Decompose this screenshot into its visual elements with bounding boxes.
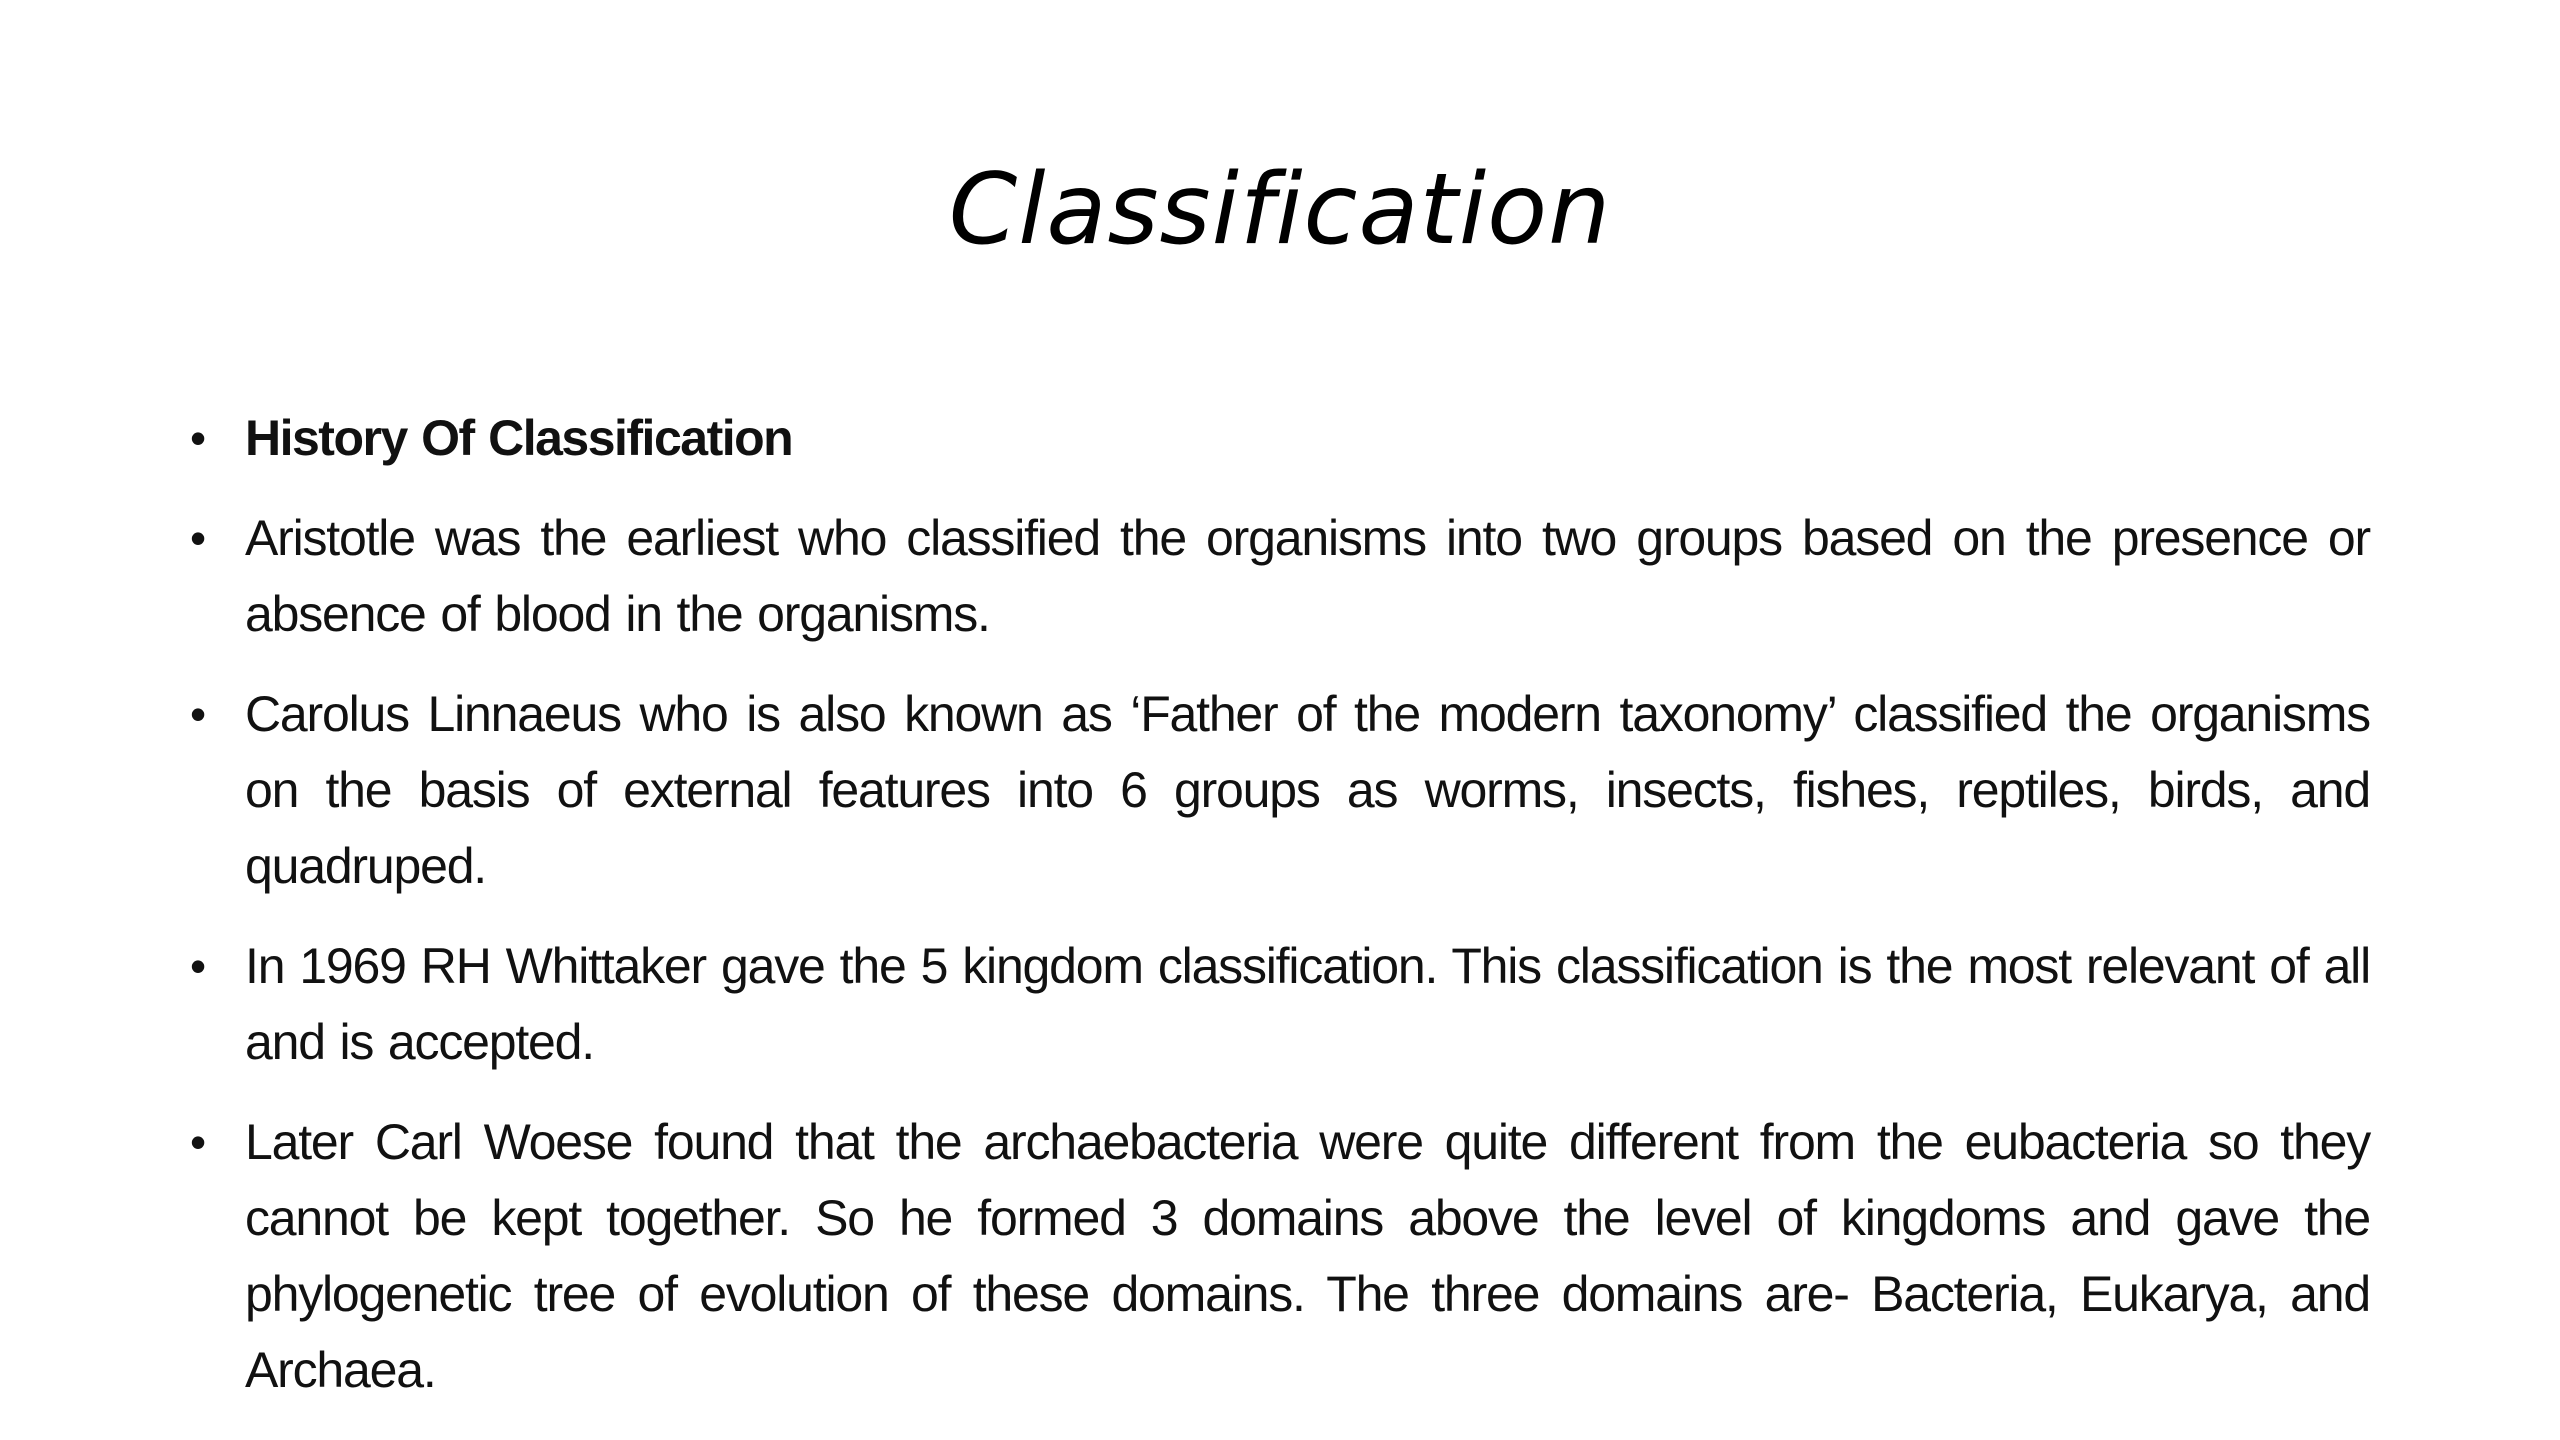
bullet-text: Aristotle was the earliest who classified the organisms into two groups based on the presence or absence of blood in the organisms. <box>245 510 2370 642</box>
bullet-item-history-heading <box>190 400 2370 476</box>
bullet-item-aristotle <box>190 500 2370 652</box>
bullet-text: Later Carl Woese found that the archaebacteria were quite different from the eubacteria so they cannot be kept together. So he formed 3 domains above the level of kingdoms and gave the phylogenetic tree of evolution of these domains. The three domains are- Bacteria, Eukarya, and Archaea. <box>245 1114 2370 1398</box>
bullet-icon: • <box>190 688 207 740</box>
bullet-icon: • <box>190 1116 207 1168</box>
bullet-item-linnaeus <box>190 676 2370 904</box>
bullet-text: Carolus Linnaeus who is also known as ‘Father of the modern taxonomy’ classified the organisms on the basis of external features into 6 groups as worms, insects, fishes, reptiles, birds, and quadruped. <box>245 686 2370 894</box>
bullet-item-woese <box>190 1104 2370 1408</box>
bullet-icon: • <box>190 512 207 564</box>
bullet-icon: • <box>190 940 207 992</box>
bullet-text: In 1969 RH Whittaker gave the 5 kingdom classification. This classification is the most relevant of all and is accepted. <box>245 938 2370 1070</box>
bullet-icon: • <box>190 412 207 464</box>
slide-title: Classification <box>948 153 1612 267</box>
bullet-text: History Of Classification <box>245 410 793 466</box>
bullet-list <box>190 400 2370 1432</box>
bullet-item-whittaker <box>190 928 2370 1080</box>
